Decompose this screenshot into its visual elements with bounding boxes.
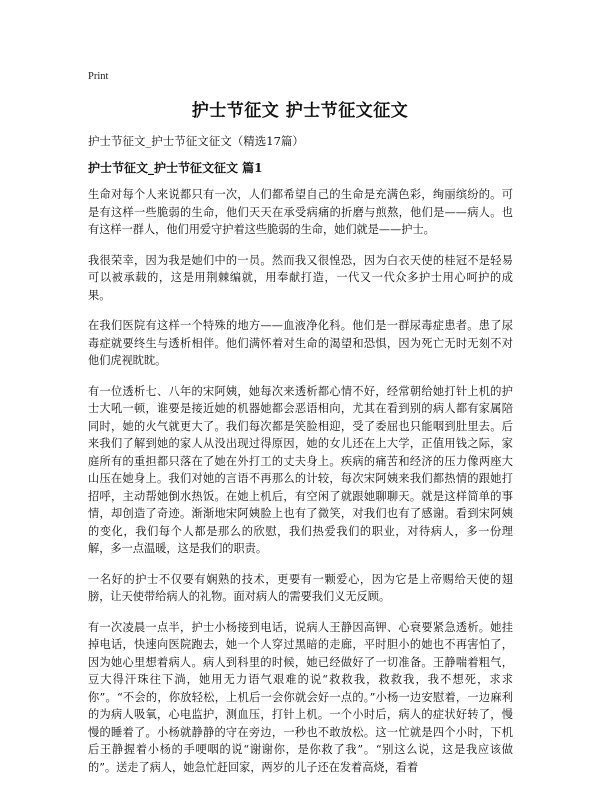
page-title: 护士节征文 护士节征文征文 [191,101,409,121]
section-heading: 护士节征文_护士节征文征文 篇1 [88,161,263,175]
paragraph: 有一次凌晨一点半，护士小杨接到电话，说病人王静因高钾、心衰要紧急透析。她挂掉电话，快速向医院跑去，她一个人穿过黑暗的走廊，平时胆小的她也不再害怕了，因为她心里想着病人。病人到科里的时候，她已经做好了一切准备。王静喘着粗气，豆大得汗珠往下淌，她用无力语气艰难的说“救救我，救救我，我不想死，求求你”。“不会的，你放轻松，上机后一会你就会好一点的。”小杨一边安慰着，一边麻利的为病人吸氧，心电监护，测血压，打针上机。一个小时后，病人的症状好转了，慢慢的睡着了。小杨就静静的守在旁边，一秒也不敢放松。这一忙就是四个小时，下机后王静握着小杨的手哽咽的说“谢谢你，是你救了我”。“别这么说，这是我应该做的”。送走了病人，她急忙赶回家，两岁的儿子还在发着高烧，看着 [88,620,513,774]
paragraph: 生命对每个人来说都只有一次，人们都希望自己的生命是充满色彩，绚丽缤纷的。可是有这样一些脆弱的生命，他们天天在承受病痛的折磨与煎熬，他们是——病人。也有这样一群人，他们用爱守护着这些脆弱的生命，她们就是——护士。 [88,188,513,236]
print-label: Print [88,71,109,82]
document-subtitle: 护士节征文_护士节征文征文（精选17篇） [88,134,304,148]
article-body [88,186,513,789]
paragraph: 一名好的护士不仅要有娴熟的技术，更要有一颗爱心，因为它是上帝赐给天使的翅膀，让天使带给病人的礼物。面对病人的需要我们义无反顾。 [88,572,513,603]
paragraph: 有一位透析七、八年的宋阿姨，她每次来透析都心情不好，经常朝给她打针上机的护士大吼一顿，谁要是接近她的机器她都会恶语相向，尤其在看到别的病人都有家属陪同时，她的火气就更大了。我们每次都是笑脸相迎，受了委屈也只能咽到肚里去。后来我们了解到她的家人从没出现过得原因，她的女儿还在上大学，正值用钱之际，家庭所有的重担都只落在了她在外打工的丈夫身上。疾病的痛苦和经济的压力像两座大山压在她身上。我们对她的言语不再那么的计较，每次宋阿姨来我们都热情的跟她打招呼，主动帮她倒水热饭。在她上机后，有空闲了就跟她聊聊天。就是这样简单的事情，却创造了奇迹。渐渐地宋阿姨脸上也有了微笑，对我们也有了感谢。看到宋阿姨的变化，我们每个人都是那么的欣慰，我们热爱我们的职业，对待病人，多一份理解，多一点温暖，这是我们的职责。 [88,384,513,555]
paragraph: 在我们医院有这样一个特殊的地方——血液净化科。他们是一群尿毒症患者。患了尿毒症就要终生与透析相伴。他们满怀着对生命的渴望和恐惧，因为死亡无时无刻不对他们虎视眈眈。 [88,319,513,367]
paragraph: 我很荣幸，因为我是她们中的一员。然而我又很惶恐，因为白衣天使的桂冠不是轻易可以被承载的，这是用荆棘编就，用奉献打造，一代又一代众多护士用心呵护的成果。 [88,253,513,302]
